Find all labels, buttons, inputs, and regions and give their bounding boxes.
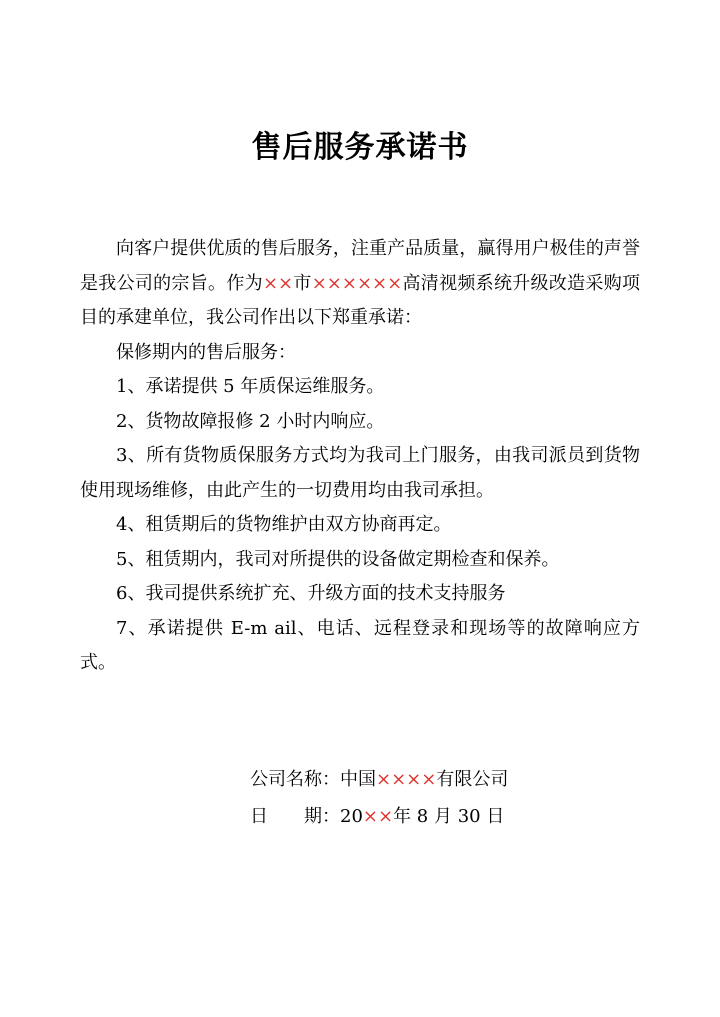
redacted-project-name: ×××××× (311, 272, 403, 294)
date-prefix: 20 (340, 806, 363, 827)
date-label-1: 日 (250, 806, 268, 827)
date-label-2: 期： (304, 806, 340, 827)
company-label: 公司名称： (250, 769, 340, 790)
company-suffix: 有限公司 (436, 769, 509, 790)
company-redacted: ×××× (376, 769, 437, 790)
company-prefix: 中国 (340, 769, 376, 790)
date-redacted: ×× (362, 806, 394, 827)
list-item: 7、承诺提供 E-m ail、电话、远程登录和现场等的故障响应方式。 (80, 617, 640, 673)
document-body (80, 232, 640, 681)
list-item: 6、我司提供系统扩充、升级方面的技术支持服务 (116, 583, 506, 604)
section-heading: 保修期内的售后服务： (116, 341, 296, 363)
intro-paragraph (80, 232, 640, 336)
intro-text-1: 向客户提供优质的售后服务，注重产品质量，赢得用户极佳的声誉是我公司的宗旨。作为 (80, 238, 640, 294)
list-item: 2、货物故障报修 2 小时内响应。 (116, 410, 385, 432)
date-line (250, 800, 504, 834)
company-line (250, 763, 508, 797)
date-suffix: 年 8 月 30 日 (393, 806, 505, 827)
document-title: 售后服务承诺书 (251, 130, 469, 165)
redacted-city: ×× (262, 272, 294, 294)
list-item: 5、租赁期内，我司对所提供的设备做定期检查和保养。 (116, 548, 560, 570)
list-item: 1、承诺提供 5 年质保运维服务。 (116, 376, 385, 397)
intro-text-2: 市 (293, 272, 312, 294)
intro-text-3: 高清视频系统升级改造采购项目的承建单位，我公司作出以下郑重承诺： (80, 272, 641, 328)
list-item: 3、所有货物质保服务方式均为我司上门服务，由我司派员到货物使用现场维修，由此产生的一切费用均由我司承担。 (80, 445, 640, 501)
list-item: 4、租赁期后的货物维护由双方协商再定。 (116, 514, 452, 535)
